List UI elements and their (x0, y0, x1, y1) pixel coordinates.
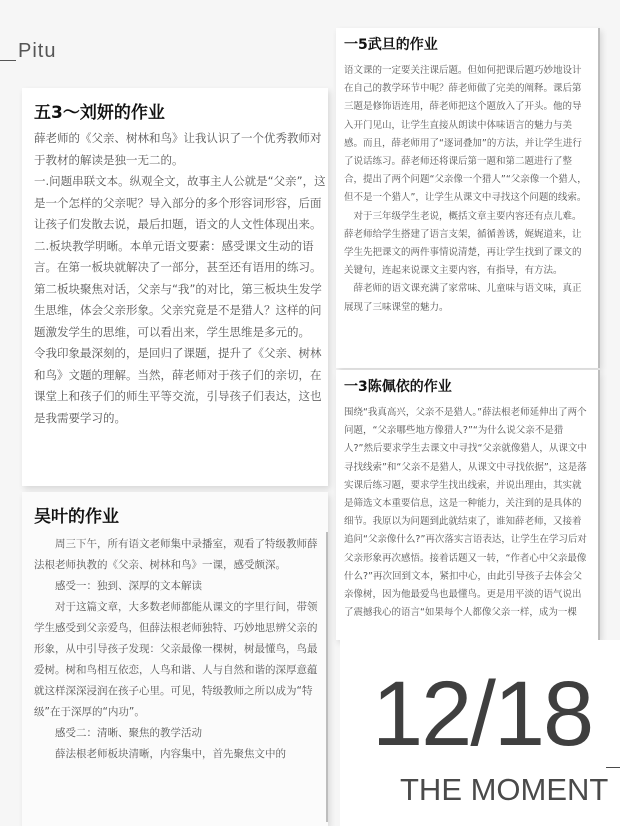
card-body (34, 534, 320, 765)
card-body (34, 128, 326, 429)
paragraph: 二.板块教学明晰。本单元语文要素：感受课文生动的语言。在第一板块就解决了一部分，甚至还有语用的练习。第二板块聚焦对话，父亲与“我”的对比，第三板块生发学生思维，体会父亲形象。父亲究竟是不是猎人？这样的问题激发学生的思维，可以看出来，学生思维是多元的。 (34, 238, 322, 339)
paragraph: 对于这篇文章，大多数老师都能从课文的字里行间，带领学生感受到父亲爱鸟，但薛法根老师独特、巧妙地思辨父亲的形象，从中引导孩子发现：父亲最像一棵树，树最懂鸟，鸟最爱树。树和鸟相互依恋，人鸟和谐、人与自然和谐的深厚意蕴就这样深深浸润在孩子心里。可见，特级教师之所以成为“特级”在于深厚的“内功”。 (34, 601, 318, 718)
paragraph: 薛老师的语文课充满了家常味、儿童味与语文味，真正展现了三味课堂的魅力。 (344, 283, 582, 313)
pitu-watermark: Pitu (0, 40, 56, 63)
divider (598, 370, 600, 640)
card-body (344, 404, 590, 622)
divider (598, 28, 600, 368)
homework-card-liu-yan (22, 88, 328, 486)
divider (326, 532, 328, 822)
decor-line (606, 767, 620, 768)
card-title: 一3陈佩依的作业 (344, 379, 452, 395)
paragraph: 语文课的一定要关注课后题。但如何把课后题巧妙地设计在自己的教学环节中呢？薛老师做了完美的阐释。课后第三题是修饰语连用，薛老师把这个题放入了开头。他的导入开门见山，让学生直接从朗读中体味语言的魅力与美感。而且，薛老师用了“逐词叠加”的方法，并让学生进行了说话练习。薛老师还将课后第一题和第二题进行了整合，提出了两个问题“父亲像一个猎人”“父亲像一个猎人，但不是一个猎人”，让学生从课文中寻找这个问题的线索。 (344, 65, 587, 204)
card-title: 五3〜刘妍的作业 (34, 103, 165, 123)
card-title: 一5武旦的作业 (344, 37, 438, 53)
homework-card-chen-peiyi (336, 370, 600, 640)
homework-card-wu-dan (336, 28, 600, 368)
card-body (344, 62, 590, 317)
paragraph: 薛老师的《父亲、树林和鸟》让我认识了一个优秀教师对于教材的解读是独一无二的。 (34, 131, 322, 167)
paragraph: 对于三年级学生老说，概括文章主要内容还有点儿难。薛老师给学生搭建了语言支架，循循善诱，娓娓道来，让学生先把课文的两件事情说清楚，再让学生找到了课文的关键句，连起来说课文主要内容，有指导，有方法。 (344, 210, 582, 277)
paragraph: 薛法根老师板块清晰，内容集中，首先聚焦文中的 (55, 748, 286, 760)
paragraph: 令我印象最深刻的，是回归了课题，提升了《父亲、树林和鸟》文题的理解。当然，薛老师对于孩子们的亲切，在课堂上和孩子们的师生平等交流，引导孩子们表达，这也是我需要学习的。 (34, 346, 322, 425)
card-title: 吴叶的作业 (34, 507, 119, 527)
homework-card-wu-ye (22, 492, 328, 826)
date-label: 12/18 (372, 663, 593, 765)
paragraph: 一.问题串联文本。纵观全文，故事主人公就是“父亲”，这是一个怎样的父亲呢？导入部分的多个形容词形容，后面让孩子们发散去说，最后扣题，语文的人文性体现出来。 (34, 174, 326, 231)
paragraph: 围绕“我真高兴，父亲不是猎人。”薛法根老师延伸出了两个问题，“父亲哪些地方像猎人?”“为什么说父亲不是猎人?”然后要求学生去课文中寻找“父亲就像猎人，从课文中寻找线索”和“父亲不是猎人，从课文中寻找依据”，这是落实课后练习题，要求学生找出线索，并说出理由，其实就是筛选文本重要信息，这是一种能力，关注到的是具体的细节。我原以为问题到此就结束了，谁知薛老师，又接着追问“父亲像什么?”再次落实言语表达，让学生在学习后对父亲形象再次感悟。接着话题又一转，“作者心中父亲最像什么?”再次回到文本，紧扣中心，由此引导孩子去体会父亲像树，因为他最爱鸟也最懂鸟。更是用平淡的语气说出了震撼我心的语言“如果每个人都像父亲一样，成为一棵 (344, 407, 587, 619)
paragraph: 感受二：清晰、聚焦的教学活动 (55, 727, 202, 739)
paragraph: 感受一：独到、深厚的文本解读 (55, 580, 202, 592)
paragraph: 周三下午，所有语文老师集中录播室，观看了特级教师薛法根老师执教的《父亲、树林和鸟》一课，感受颇深。 (34, 538, 318, 571)
tagline-label: THE MOMENT (400, 772, 609, 807)
